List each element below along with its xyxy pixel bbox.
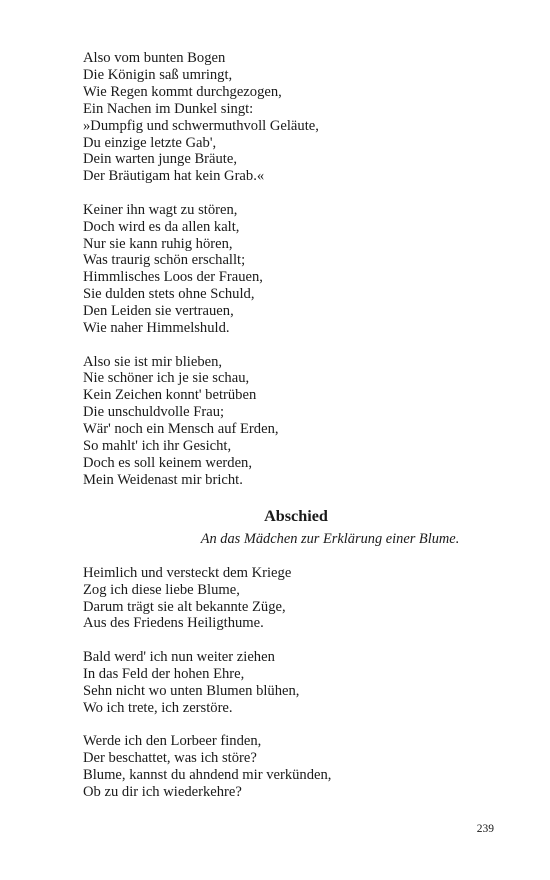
verse-line: Der Bräutigam hat kein Grab.« xyxy=(83,168,265,185)
poem1-stanza-1 xyxy=(83,50,483,185)
verse-line: Ein Nachen im Dunkel singt: xyxy=(83,100,254,117)
verse-line: Die Königin saß umringt, xyxy=(83,66,233,83)
verse-line: Also sie ist mir blieben, xyxy=(83,353,223,370)
verse-line: Wie naher Himmelshuld. xyxy=(83,320,230,337)
verse-line: Bald werd' ich nun weiter ziehen xyxy=(83,648,275,665)
verse-line: Du einzige letzte Gab', xyxy=(83,134,217,151)
verse-line: Was traurig schön erschallt; xyxy=(83,252,246,269)
poem1-stanza-2 xyxy=(83,202,483,337)
verse-line: Wo ich trete, ich zerstöre. xyxy=(83,699,233,716)
poem2-stanza-2 xyxy=(83,649,483,717)
verse-line: Die unschuldvolle Frau; xyxy=(83,404,225,421)
poem-title: Abschied xyxy=(264,506,328,525)
verse-line: Keiner ihn wagt zu stören, xyxy=(83,201,238,218)
verse-line: So mahlt' ich ihr Gesicht, xyxy=(83,438,232,455)
verse-line: Mein Weidenast mir bricht. xyxy=(83,471,243,488)
poem2-stanza-3 xyxy=(83,733,483,801)
verse-line: Darum trägt sie alt bekannte Züge, xyxy=(83,598,286,615)
verse-line: Den Leiden sie vertrauen, xyxy=(83,303,234,320)
verse-line: Doch wird es da allen kalt, xyxy=(83,218,240,235)
poem1-stanza-3 xyxy=(83,354,483,489)
verse-line: Aus des Friedens Heiligthume. xyxy=(83,615,264,632)
verse-line: Ob zu dir ich wiederkehre? xyxy=(83,783,242,800)
page-text xyxy=(83,50,483,801)
verse-line: Himmlisches Loos der Frauen, xyxy=(83,269,263,286)
poem-dedication: An das Mädchen zur Erklärung einer Blume. xyxy=(200,530,460,547)
verse-line: Sie dulden stets ohne Schuld, xyxy=(83,286,255,303)
verse-line: Nie schöner ich je sie schau, xyxy=(83,370,250,387)
poem2-stanza-1 xyxy=(83,565,483,633)
verse-line: Blume, kannst du ahndend mir verkünden, xyxy=(83,766,332,783)
verse-line: Also vom bunten Bogen xyxy=(83,50,226,66)
verse-line: Wär' noch ein Mensch auf Erden, xyxy=(83,421,279,438)
verse-line: Zog ich diese liebe Blume, xyxy=(83,581,240,598)
verse-line: Werde ich den Lorbeer finden, xyxy=(83,733,262,749)
verse-line: Der beschattet, was ich störe? xyxy=(83,749,257,766)
verse-line: Sehn nicht wo unten Blumen blühen, xyxy=(83,682,300,699)
verse-line: Heimlich und versteckt dem Kriege xyxy=(83,564,292,581)
verse-line: Kein Zeichen konnt' betrüben xyxy=(83,387,257,404)
verse-line: »Dumpfig und schwermuthvoll Geläute, xyxy=(83,117,319,134)
verse-line: Nur sie kann ruhig hören, xyxy=(83,235,233,252)
verse-line: Wie Regen kommt durchgezogen, xyxy=(83,83,282,100)
verse-line: In das Feld der hohen Ehre, xyxy=(83,665,245,682)
verse-line: Dein warten junge Bräute, xyxy=(83,151,237,168)
verse-line: Doch es soll keinem werden, xyxy=(83,454,252,471)
page-number: 239 xyxy=(476,823,494,835)
